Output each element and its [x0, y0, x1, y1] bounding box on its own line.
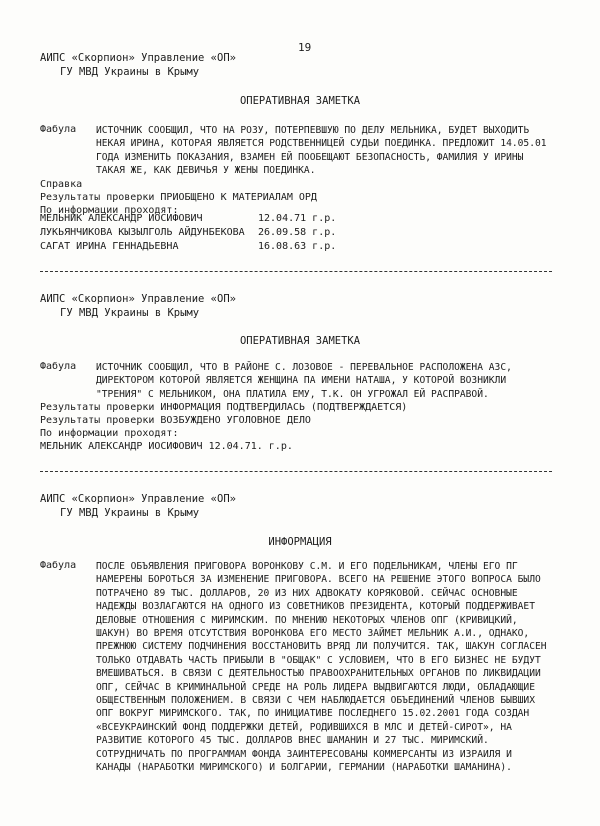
header-department: ГУ МВД Украины в Крыму [60, 507, 200, 519]
fabula-line: НЕКАЯ ИРИНА, КОТОРАЯ ЯВЛЯЕТСЯ РОДСТВЕННИЦЕЙ СУДЬИ ПОЕДИНКА. ПРЕДЛОЖИТ 14.05.01 [96, 138, 547, 150]
block1-check-result: Результаты проверки ПРИОБЩЕНО К МАТЕРИАЛАМ ОРД [40, 192, 317, 203]
fabula-line: ОПГ ВОКРУГ МИРИМСКОГО. ТАК, ПО ИНИЦИАТИВЕ ПОСЛЕДНЕГО 15.02.2001 ГОДА СОЗДАН [96, 708, 530, 720]
person-name: ЛУКЬЯНЧИКОВА КЫЗЫЛГОЛЬ АЙДУНБЕКОВА [40, 227, 245, 238]
block1-title: ОПЕРАТИВНАЯ ЗАМЕТКА [239, 95, 361, 107]
header-org: АИПС «Скорпион» Управление «ОП» [40, 52, 236, 64]
person-row [40, 212, 336, 226]
fabula-line: «ВСЕУКРАИНСКИЙ ФОНД ПОДДЕРЖКИ ДЕТЕЙ, РОДИВШИХСЯ В МЛС И ДЕТЕЙ-СИРОТ», НА [96, 721, 512, 733]
header-org: АИПС «Скорпион» Управление «ОП» [40, 493, 236, 505]
fabula-line: НАДЕЖДЫ ВОЗЛАГАЮТСЯ НА ОДНОГО ИЗ СОВЕТНИКОВ ПРЕЗИДЕНТА, КОТОРЫЙ ПОДДЕРЖИВАЕТ [96, 601, 535, 613]
fabula-line: ПРЕЖНЮЮ СИСТЕМУ ПОДЧИНЕНИЯ ВОССТАНОВИТЬ ВРЯД ЛИ ПОЛУЧИТСЯ. ТАК, ШАКУН СОГЛАСЕН [96, 641, 547, 653]
fabula-line: ВМЕШИВАТЬСЯ. В СВЯЗИ С ДЕЯТЕЛЬНОСТЬЮ ПРАВООХРАНИТЕЛЬНЫХ ОРГАНОВ ПО ЛИКВИДАЦИИ [96, 668, 541, 680]
fabula-line: ПОТРАЧЕНО 89 ТЫС. ДОЛЛАРОВ, 20 ИЗ НИХ АДВОКАТУ КОРЯКОВОЙ. СЕЙЧАС ОСНОВНЫЕ [96, 587, 518, 599]
fabula-line: ТАКАЯ ЖЕ, КАК ДЕВИЧЬЯ У ЖЕНЫ ПОЕДИНКА. [96, 165, 316, 177]
fabula-line: ДИРЕКТОРОМ КОТОРОЙ ЯВЛЯЕТСЯ ЖЕНЩИНА ПА ИМЕНИ НАТАША, У КОТОРОЙ ВОЗНИКЛИ [96, 375, 507, 387]
person-name: МЕЛЬНИК АЛЕКСАНДР ИОСИФОВИЧ [40, 213, 203, 224]
fabula-line: НАМЕРЕНЫ БОРОТЬСЯ ЗА ИЗМЕНЕНИЕ ПРИГОВОРА. ВСЕГО НА РЕШЕНИЕ ЭТОГО ВОПРОСА БЫЛО [96, 574, 541, 586]
header-department: ГУ МВД Украины в Крыму [60, 307, 200, 319]
block2-header [40, 292, 236, 320]
person-dob: 16.08.63 г.р. [258, 241, 337, 252]
block3-title: ИНФОРМАЦИЯ [268, 536, 332, 548]
fabula-line: ПОСЛЕ ОБЪЯВЛЕНИЯ ПРИГОВОРА ВОРОНКОВУ С.М. И ЕГО ПОДЕЛЬНИКАМ, ЧЛЕНЫ ЕГО ПГ [96, 561, 518, 572]
header-department: ГУ МВД Украины в Крыму [60, 66, 200, 78]
block3-fabula-label: Фабула [40, 560, 77, 571]
fabula-line: ГОДА ИЗМЕНИТЬ ПОКАЗАНИЯ, ВЗАМЕН ЕЙ ПООБЕЩАЮТ БЕЗОПАСНОСТЬ, ФАМИЛИЯ У ИРИНЫ [96, 151, 524, 163]
block2-title: ОПЕРАТИВНАЯ ЗАМЕТКА [239, 335, 361, 347]
block3-fabula-text [96, 560, 547, 775]
fabula-line: СОТРУДНИЧАТЬ ПО ПРОГРАММАМ ФОНДА ЗАИНТЕРЕСОВАНЫ КОММЕРСАНТЫ ИЗ ИЗРАИЛЯ И [96, 748, 512, 760]
separator-line [40, 271, 552, 272]
block1-persons-heading: По информации проходят: [40, 205, 179, 216]
person-dob: 26.09.58 г.р. [258, 227, 337, 238]
separator-line [40, 471, 552, 472]
person-row [40, 226, 336, 240]
block2-check-result-2: Результаты проверки ВОЗБУЖДЕНО УГОЛОВНОЕ ДЕЛО [40, 415, 311, 426]
person-row [40, 240, 336, 254]
block1-fabula-text [96, 124, 547, 178]
fabula-line: ОБЩЕСТВЕННЫМ ПОЛОЖЕНИЕМ. В СВЯЗИ С ЧЕМ НАБЛЮДАЕТСЯ ОБЪЕДИНЕНИЙ ЧЛЕНОВ БЫВШИХ [96, 695, 535, 707]
block2-check-result-1: Результаты проверки ИНФОРМАЦИЯ ПОДТВЕРДИЛАСЬ (ПОДТВЕРЖДАЕТСЯ) [40, 402, 408, 413]
fabula-line: ОПГ, СЕЙЧАС В КРИМИНАЛЬНОЙ СРЕДЕ НА РОЛЬ ЛИДЕРА ВЫДВИГАЮТСЯ ЛЮДИ, ОБЛАДАЮЩИЕ [96, 681, 535, 693]
block2-persons-heading: По информации проходят: [40, 428, 179, 439]
block2-fabula-label: Фабула [40, 361, 77, 372]
header-org: АИПС «Скорпион» Управление «ОП» [40, 293, 236, 305]
block1-spravka: Справка [40, 179, 83, 190]
block2-fabula-text [96, 361, 512, 401]
page-number: 19 [298, 41, 312, 54]
fabula-line: ТОЛЬКО ОТДАВАТЬ ЧАСТЬ ПРИБЫЛИ В "ОБЩАК" С УСЛОВИЕМ, ЧТО В ЕГО БИЗНЕС НЕ БУДУТ [96, 654, 541, 666]
fabula-line: "ТРЕНИЯ" С МЕЛЬНИКОМ, ОНА ПЛАТИЛА ЕМУ, Т.К. ОН УГРОЖАЛ ЕЙ РАСПРАВОЙ. [96, 388, 489, 400]
person-dob: 12.04.71 г.р. [258, 213, 337, 224]
fabula-line: РАЗВИТИЕ КОТОРОГО 45 ТЫС. ДОЛЛАРОВ ВНЕС ШАМАНИН И 27 ТЫС. МИРИМСКИЙ. [96, 735, 489, 747]
fabula-line: ШАКУН) ВО ВРЕМЯ ОТСУТСТВИЯ ВОРОНКОВА ЕГО МЕСТО ЗАЙМЕТ МЕЛЬНИК А.И., ОДНАКО, [96, 628, 530, 640]
block3-header [40, 492, 236, 520]
block1-persons-list [40, 212, 336, 254]
block1-fabula-label: Фабула [40, 124, 77, 135]
person-name: САГАТ ИРИНА ГЕННАДЬЕВНА [40, 241, 179, 252]
block2-person: МЕЛЬНИК АЛЕКСАНДР ИОСИФОВИЧ 12.04.71. г.р. [40, 441, 293, 452]
fabula-line: ИСТОЧНИК СООБЩИЛ, ЧТО НА РОЗУ, ПОТЕРПЕВШУЮ ПО ДЕЛУ МЕЛЬНИКА, БУДЕТ ВЫХОДИТЬ [96, 125, 530, 136]
fabula-line: ДЕЛОВЫЕ ОТНОШЕНИЯ С МИРИМСКИМ. ПО МНЕНИЮ НЕКОТОРЫХ ЧЛЕНОВ ОПГ (КРИВИЦКИЙ, [96, 614, 518, 626]
block1-header [40, 51, 236, 79]
fabula-line: КАНАДЫ (НАРАБОТКИ МИРИМСКОГО) И БОЛГАРИИ, ГЕРМАНИИ (НАРАБОТКИ ШАМАНИНА). [96, 762, 512, 774]
fabula-line: ИСТОЧНИК СООБЩИЛ, ЧТО В РАЙОНЕ С. ЛОЗОВОЕ - ПЕРЕВАЛЬНОЕ РАСПОЛОЖЕНА АЗС, [96, 362, 512, 373]
